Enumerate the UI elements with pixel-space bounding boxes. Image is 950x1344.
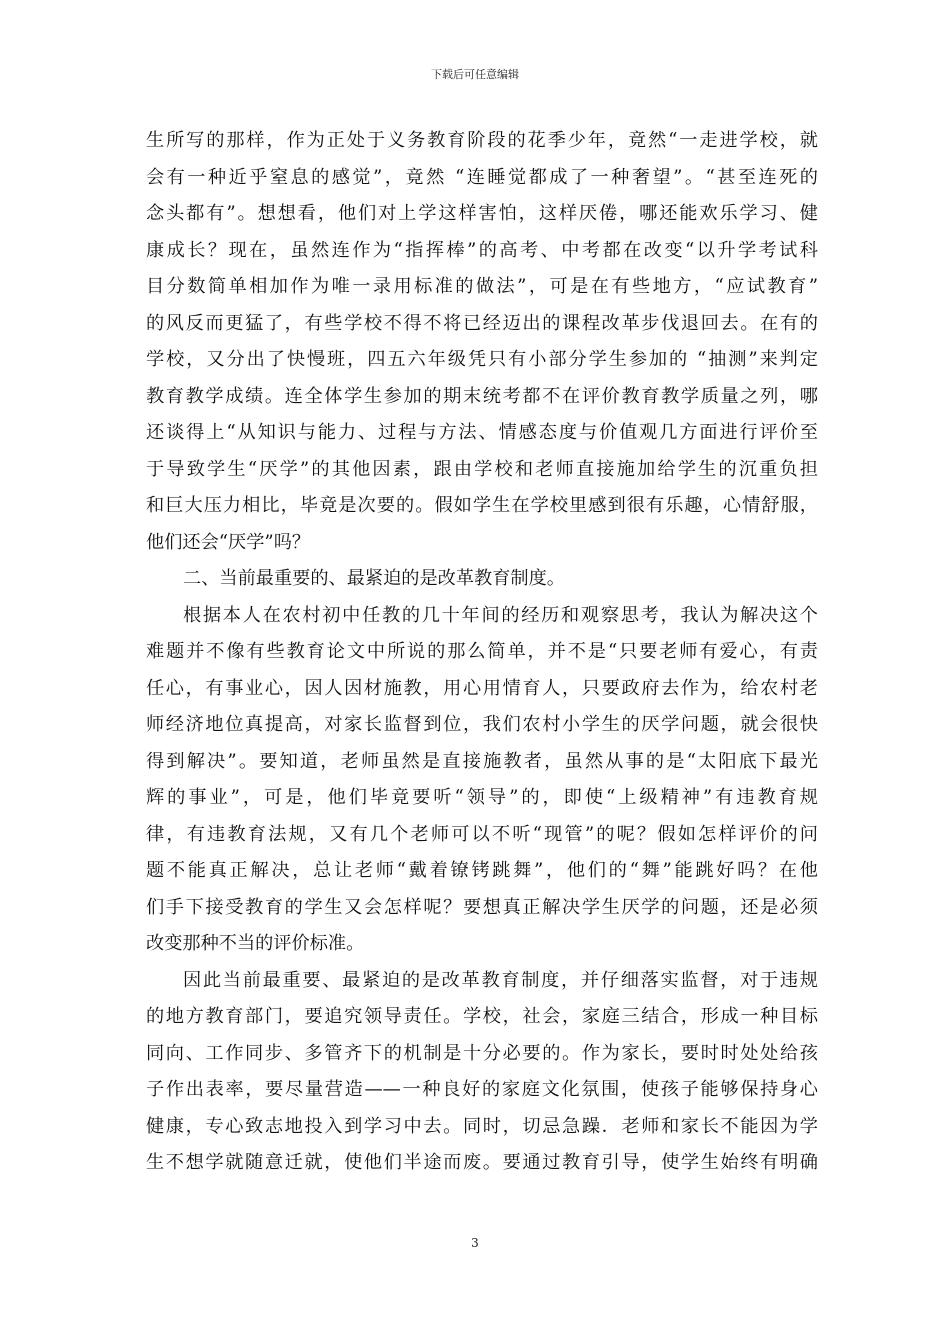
text-line: 任心，有事业心，因人因材施教，用心用情育人，只要政府去作为，给农村老 (146, 677, 818, 699)
document-body (146, 127, 818, 1186)
text-line: 们手下接受教育的学生又会怎样呢？要想真正解决学生厌学的问题，还是必须 (146, 896, 818, 918)
text-line: 会有一种近乎窒息的感觉”，竟然 “连睡觉都成了一种奢望”。“甚至连死的 (146, 166, 818, 188)
page-header: 下载后可任意编辑 (431, 68, 519, 81)
page-number: 3 (471, 1236, 479, 1250)
text-line: 师经济地位真提高，对家长监督到位，我们农村小学生的厌学问题，就会很快 (146, 714, 818, 735)
text-line: 和巨大压力相比，毕竟是次要的。假如学生在学校里感到很有乐趣，心情舒服， (146, 495, 818, 516)
text-line: 学校，又分出了快慢班，四五六年级凭只有小部分学生参加的 “抽测”来判定 (146, 349, 818, 370)
text-line: 子作出表率，要尽量营造——一种良好的家庭文化氛围，使孩子能够保持身心 (146, 1079, 818, 1100)
text-line: 律，有违教育法规，又有几个老师可以不听“现管”的呢？假如怎样评价的问 (146, 823, 818, 845)
text-line: 因此当前最重要、最紧迫的是改革教育制度，并仔细落实监督，对于违规 (183, 969, 818, 991)
text-line: 生所写的那样，作为正处于义务教育阶段的花季少年，竟然“一走进学校，就 (146, 130, 818, 151)
text-line: 的风反而更猛了，有些学校不得不将已经迈出的课程改革步伐退回去。在有的 (146, 312, 818, 334)
text-line: 的地方教育部门，要追究领导责任。学校，社会，家庭三结合，形成一种目标 (146, 1006, 818, 1027)
text-line: 根据本人在农村初中任教的几十年间的经历和观察思考，我认为解决这个 (183, 604, 818, 626)
text-line: 生不想学就随意迁就，使他们半途而废。要通过教育引导，使学生始终有明确 (146, 1152, 818, 1173)
text-line: 目分数简单相加作为唯一录用标准的做法”，可是在有些地方，“应试教育” (146, 276, 818, 297)
text-line: 得到解决”。要知道，老师虽然是直接施教者，虽然从事的是“太阳底下最光 (146, 750, 818, 772)
text-line: 于导致学生“厌学”的其他因素，跟由学校和老师直接施加给学生的沉重负担 (146, 458, 818, 480)
text-line: 题不能真正解决，总让老师“戴着镣铐跳舞”，他们的“舞”能跳好吗？在他 (146, 860, 818, 881)
text-line: 难题并不像有些教育论文中所说的那么简单，并不是“只要老师有爱心，有责 (146, 641, 818, 662)
text-line: 他们还会“厌学”吗？ (146, 531, 311, 553)
text-line: 同向、工作同步、多管齐下的机制是十分必要的。作为家长，要时时处处给孩 (146, 1042, 818, 1064)
text-line: 念头都有”。想想看，他们对上学这样害怕，这样厌倦，哪还能欢乐学习、健 (146, 203, 818, 224)
text-line: 还谈得上“从知识与能力、过程与方法、情感态度与价值观几方面进行评价至 (146, 422, 818, 443)
text-line: 康成长？现在，虽然连作为“指挥棒”的高考、中考都在改变“以升学考试科 (146, 239, 818, 261)
text-line: 辉的事业”，可是，他们毕竟要听“领导”的，即使“上级精神”有违教育规 (146, 787, 818, 808)
text-line: 改变那种不当的评价标准。 (146, 933, 365, 954)
text-line: 教育教学成绩。连全体学生参加的期末统考都不在评价教育教学质量之列，哪 (146, 385, 818, 407)
text-line: 健康，专心致志地投入到学习中去。同时，切忌急躁．老师和家长不能因为学 (146, 1115, 818, 1137)
section-heading: 二、当前最重要的、最紧迫的是改革教育制度。 (183, 568, 565, 589)
